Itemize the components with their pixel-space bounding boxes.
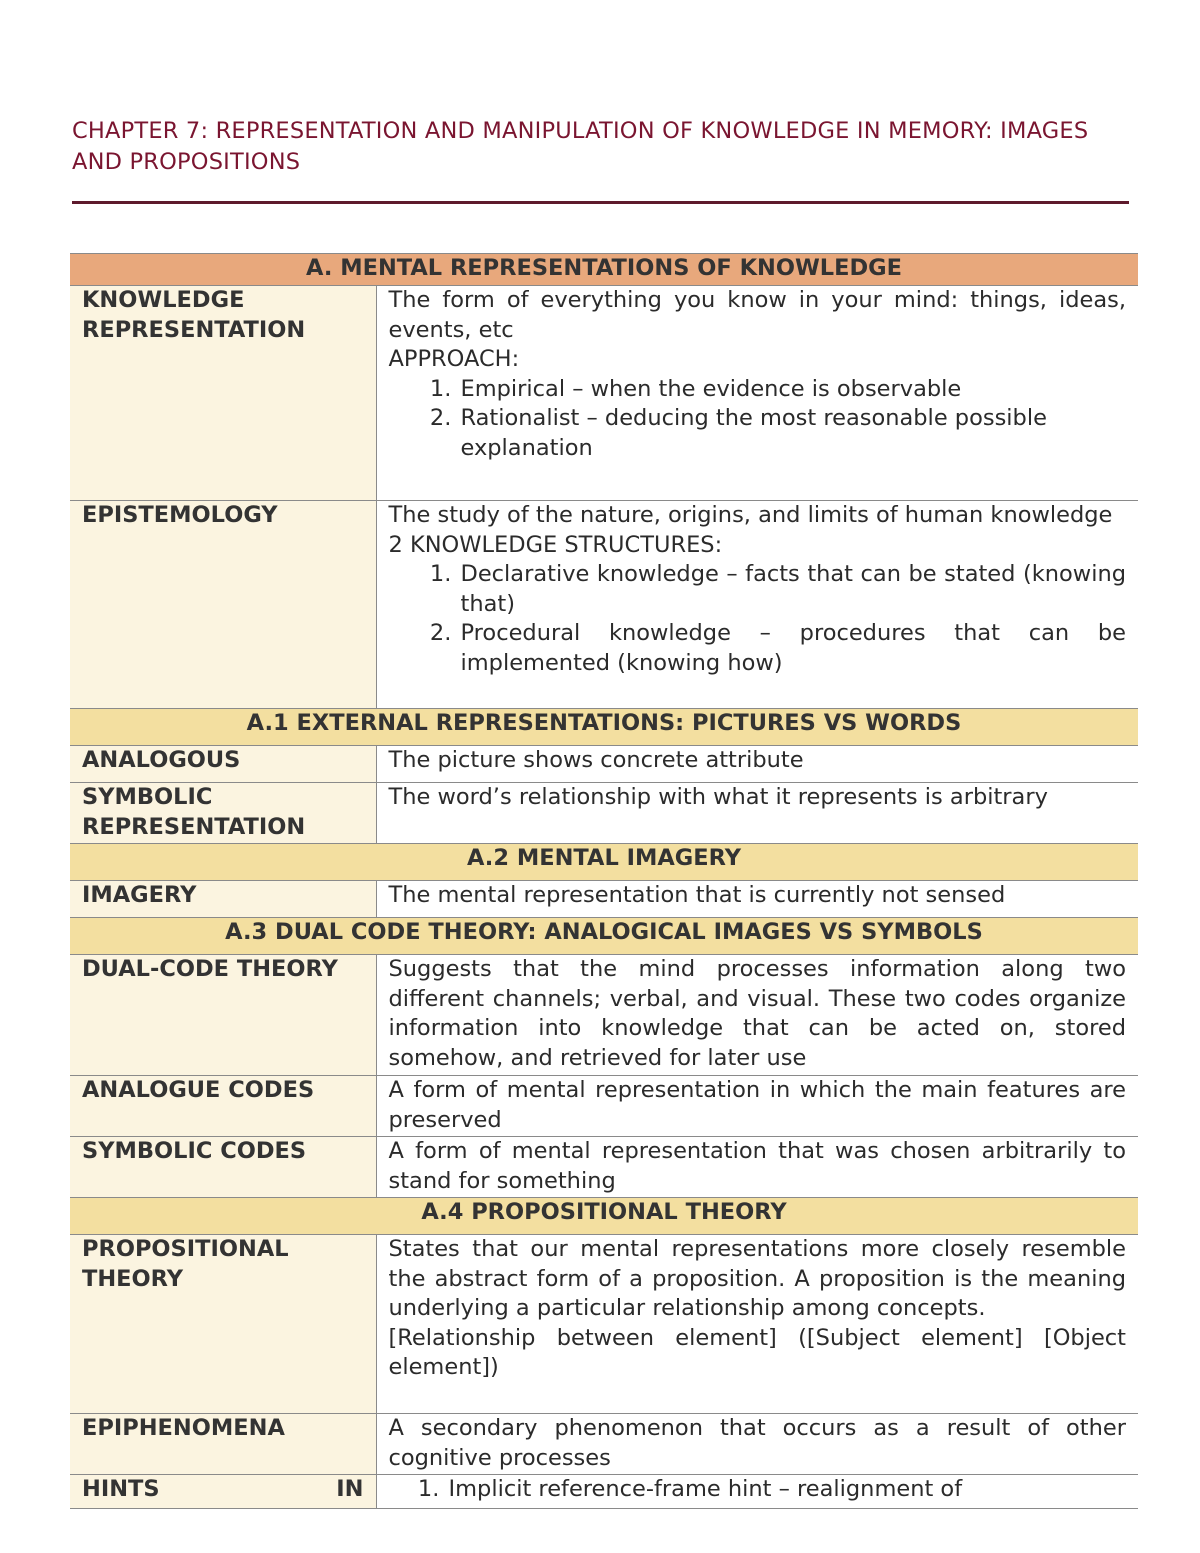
term-cell: EPIPHENOMENA xyxy=(70,1414,376,1475)
definition-cell: A secondary phenomenon that occurs as a result of other cognitive processes xyxy=(376,1414,1138,1475)
section-header-a3 xyxy=(70,918,1138,955)
section-title: A.3 DUAL CODE THEORY: ANALOGICAL IMAGES VS SYMBOLS xyxy=(70,918,1138,955)
section-title: A. MENTAL REPRESENTATIONS OF KNOWLEDGE xyxy=(70,254,1138,286)
term-cell: IMAGERY xyxy=(70,881,376,918)
table-row-symbolic-representation xyxy=(70,783,1138,844)
section-title: A.1 EXTERNAL REPRESENTATIONS: PICTURES VS WORDS xyxy=(70,709,1138,746)
section-header-a4 xyxy=(70,1198,1138,1235)
definition-cell: A form of mental representation that was chosen arbitrarily to stand for something xyxy=(376,1137,1138,1198)
section-header-a1 xyxy=(70,709,1138,746)
definition-cell xyxy=(376,1235,1138,1414)
term-cell: PROPOSITIONAL THEORY xyxy=(70,1235,376,1414)
table-row-analogue-codes xyxy=(70,1076,1138,1137)
table-row-epistemology xyxy=(70,501,1138,709)
definition-cell xyxy=(376,501,1138,709)
structures-list xyxy=(389,560,1127,678)
section-title: A.4 PROPOSITIONAL THEORY xyxy=(70,1198,1138,1235)
table-row-hints xyxy=(70,1475,1138,1509)
definition-cell xyxy=(376,1475,1138,1509)
term-cell: ANALOGOUS xyxy=(70,746,376,783)
section-title: A.2 MENTAL IMAGERY xyxy=(70,844,1138,881)
definition-text: The study of the nature, origins, and limits of human knowledge xyxy=(388,502,1113,528)
approach-label: APPROACH: xyxy=(388,346,520,373)
definition-text: The form of everything you know in your mind: things, ideas, events, etc xyxy=(388,287,1126,343)
list-item: 1. Empirical – when the evidence is observable xyxy=(459,375,1127,405)
table-row-imagery xyxy=(70,881,1138,918)
definition-cell xyxy=(376,286,1138,501)
table-row-propositional-theory xyxy=(70,1235,1138,1414)
structures-label: 2 KNOWLEDGE STRUCTURES: xyxy=(388,531,723,558)
definition-cell: Suggests that the mind processes information along two different channels; verbal, and visual. These two codes organize information into knowledge that can be acted on, stored somehow, and retrieved for later use xyxy=(376,955,1138,1076)
list-item: 2. Procedural knowledge – procedures that can be implemented (knowing how) xyxy=(459,619,1127,678)
list-item: 2. Rationalist – deducing the most reasonable possible explanation xyxy=(459,404,1127,463)
term-cell: ANALOGUE CODES xyxy=(70,1076,376,1137)
table-row-symbolic-codes xyxy=(70,1137,1138,1198)
proposition-formula: [Relationship between element] ([Subject element] [Object element]) xyxy=(388,1324,1126,1381)
term-cell: DUAL-CODE THEORY xyxy=(70,955,376,1076)
term-cell: EPISTEMOLOGY xyxy=(70,501,376,709)
hints-list xyxy=(389,1475,1127,1505)
section-header-a xyxy=(70,254,1138,286)
page-title: CHAPTER 7: REPRESENTATION AND MANIPULATION OF KNOWLEDGE IN MEMORY: IMAGES AND PROPOSITIONS xyxy=(72,118,1089,175)
term-cell: KNOWLEDGE REPRESENTATION xyxy=(70,286,376,501)
definition-cell: A form of mental representation in which the main features are preserved xyxy=(376,1076,1138,1137)
hints-term-word: HINTS xyxy=(82,1476,160,1502)
definition-cell: The mental representation that is currently not sensed xyxy=(376,881,1138,918)
definition-text: States that our mental representations more closely resemble the abstract form of a proposition. A proposition is the meaning underlying a particular relationship among concepts. xyxy=(388,1236,1126,1322)
term-cell: SYMBOLIC REPRESENTATION xyxy=(70,783,376,844)
title-divider xyxy=(72,201,1129,204)
definition-cell: The picture shows concrete attribute xyxy=(376,746,1138,783)
approach-list xyxy=(389,375,1127,464)
definition-cell: The word’s relationship with what it represents is arbitrary xyxy=(376,783,1138,844)
term-cell: SYMBOLIC CODES xyxy=(70,1137,376,1198)
notes-table xyxy=(70,253,1138,1509)
hints-term-word: IN xyxy=(336,1476,364,1502)
hints-term xyxy=(82,1475,364,1505)
section-header-a2 xyxy=(70,844,1138,881)
table-row-analogous xyxy=(70,746,1138,783)
table-row-dual-code-theory xyxy=(70,955,1138,1076)
table-row-knowledge-representation xyxy=(70,286,1138,501)
list-item: 1. Implicit reference-frame hint – realignment of xyxy=(447,1475,1127,1505)
term-cell xyxy=(70,1475,376,1509)
list-item: 1. Declarative knowledge – facts that can be stated (knowing that) xyxy=(459,560,1127,619)
table-row-epiphenomena xyxy=(70,1414,1138,1475)
